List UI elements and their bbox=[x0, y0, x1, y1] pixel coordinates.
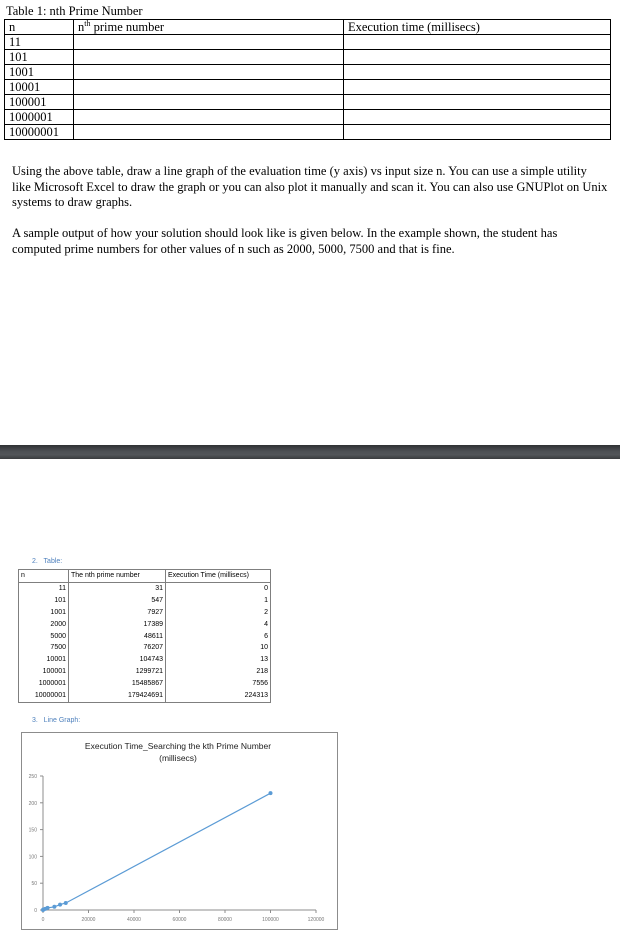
x-tick-label: 100000 bbox=[262, 917, 279, 923]
sample-cell-n: 100001 bbox=[19, 666, 69, 678]
y-tick-label: 50 bbox=[31, 881, 37, 888]
sample-table-heading: 2. Table: bbox=[32, 558, 63, 565]
data-point-marker bbox=[269, 791, 273, 795]
y-tick-label: 100 bbox=[28, 854, 37, 861]
sample-header-execution-time: Execution Time (millisecs) bbox=[166, 570, 271, 583]
x-tick-label: 0 bbox=[41, 917, 45, 923]
sample-cell-n: 5000 bbox=[19, 631, 69, 643]
sample-cell-n: 10000001 bbox=[19, 690, 69, 702]
y-tick-label: 0 bbox=[34, 908, 37, 914]
sample-cell-prime: 547 bbox=[69, 595, 166, 607]
x-tick-label: 80000 bbox=[218, 917, 232, 923]
cell-n: 1001 bbox=[5, 65, 74, 80]
cell-n: 100001 bbox=[5, 95, 74, 110]
header-n: n bbox=[5, 20, 74, 35]
data-point-marker bbox=[52, 905, 56, 909]
header-prime-sup: th bbox=[84, 19, 91, 28]
y-tick-label: 250 bbox=[28, 774, 37, 780]
chart-title: Execution Time_Searching the kth Prime Number bbox=[84, 741, 272, 751]
data-point-marker bbox=[58, 903, 62, 907]
sample-cell-n: 1001 bbox=[19, 607, 69, 619]
sample-cell-prime: 15485867 bbox=[69, 678, 166, 690]
sample-cell-time: 218 bbox=[166, 666, 271, 678]
header-prime-base: n bbox=[78, 20, 85, 34]
line-graph-heading: 3. Line Graph: bbox=[32, 717, 81, 724]
x-tick-label: 40000 bbox=[127, 917, 141, 923]
sample-cell-time: 224313 bbox=[166, 690, 271, 702]
data-point-marker bbox=[64, 901, 68, 905]
sample-cell-prime: 179424691 bbox=[69, 690, 166, 702]
sample-cell-prime: 31 bbox=[69, 582, 166, 594]
cell-n: 10000001 bbox=[5, 125, 74, 140]
x-tick-label: 120000 bbox=[307, 917, 325, 923]
cell-n: 101 bbox=[5, 50, 74, 65]
sample-output-paragraph: A sample output of how your solution should look like is given below. In the example shown, the student has computed prime numbers for other values of n such as 2000, 5000, 7500 and that is fine. bbox=[12, 226, 558, 256]
sample-cell-time: 0 bbox=[166, 582, 271, 594]
cell-n: 1000001 bbox=[5, 110, 74, 125]
y-tick-label: 150 bbox=[28, 827, 37, 834]
chart-title: (millisecs) bbox=[159, 753, 197, 763]
series-line bbox=[43, 793, 271, 910]
sample-cell-time: 4 bbox=[166, 619, 271, 631]
sample-cell-n: 7500 bbox=[19, 642, 69, 654]
sample-cell-time: 7556 bbox=[166, 678, 271, 690]
table-caption: Table 1: nth Prime Number bbox=[6, 4, 143, 18]
sample-cell-time: 6 bbox=[166, 631, 271, 643]
sample-cell-n: 2000 bbox=[19, 619, 69, 631]
x-tick-label: 60000 bbox=[172, 917, 187, 923]
cell-n: 10001 bbox=[5, 80, 74, 95]
data-point-marker bbox=[46, 906, 50, 910]
sample-cell-n: 11 bbox=[19, 582, 69, 594]
sample-cell-n: 10001 bbox=[19, 654, 69, 666]
sample-header-n: n bbox=[19, 570, 69, 583]
sample-cell-prime: 7927 bbox=[69, 607, 166, 619]
sample-cell-n: 1000001 bbox=[19, 678, 69, 690]
sample-cell-prime: 48611 bbox=[69, 631, 166, 643]
sample-cell-prime: 76207 bbox=[69, 642, 166, 654]
x-tick-label: 20000 bbox=[81, 917, 96, 923]
sample-cell-prime: 1299721 bbox=[69, 666, 166, 678]
cell-n: 11 bbox=[5, 35, 74, 50]
sample-cell-time: 10 bbox=[166, 642, 271, 654]
header-prime-rest: prime number bbox=[90, 20, 165, 34]
sample-header-nth-prime: The nth prime number bbox=[69, 570, 166, 583]
sample-cell-n: 101 bbox=[19, 595, 69, 607]
sample-cell-prime: 17389 bbox=[69, 619, 166, 631]
sample-cell-time: 13 bbox=[166, 654, 271, 666]
instructions-paragraph: Using the above table, draw a line graph of the evaluation time (y axis) vs input size n. You can use a simple utility like Microsoft Excel to draw the graph or you can also plot it manually and scan it. You can also use GNUPlot on Unix systems to draw graphs. bbox=[12, 164, 608, 209]
header-execution-time: Execution time (millisecs) bbox=[344, 20, 611, 35]
y-tick-label: 200 bbox=[28, 800, 37, 807]
sample-cell-time: 2 bbox=[166, 607, 271, 619]
sample-cell-prime: 104743 bbox=[69, 654, 166, 666]
sample-cell-time: 1 bbox=[166, 595, 271, 607]
